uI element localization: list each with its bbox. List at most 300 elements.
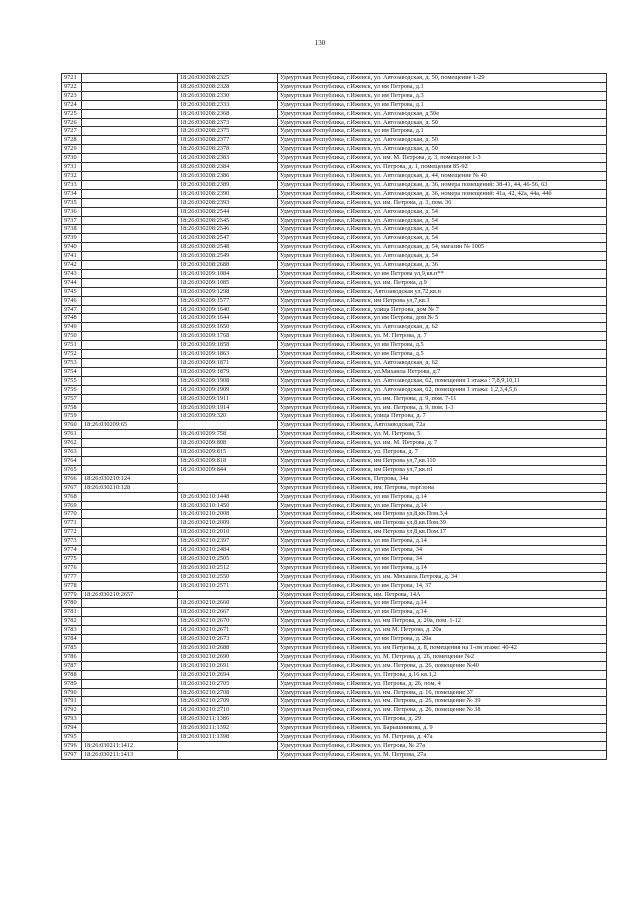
address-cell: Удмуртская Республика, г.Ижевск, ул. Автозаводская, д. 36, номера помещений: 38-41, 44, 46-56, 63 xyxy=(278,180,607,189)
building-cadastral-cell: 18:26:030210:2660 xyxy=(178,599,278,608)
row-number-cell: 9732 xyxy=(62,171,82,180)
table-row xyxy=(62,278,607,287)
table-row xyxy=(62,626,607,635)
address-cell: Удмуртская Республика, г.Ижевск, ул им Петрова, д.14 xyxy=(278,537,607,546)
row-number-cell: 9735 xyxy=(62,198,82,207)
land-cadastral-cell xyxy=(82,626,178,635)
row-number-cell: 9784 xyxy=(62,635,82,644)
table-row xyxy=(62,296,607,305)
row-number-cell: 9765 xyxy=(62,465,82,474)
table-row xyxy=(62,439,607,448)
land-cadastral-cell xyxy=(82,136,178,145)
address-cell: Удмуртская Республика, г.Ижевск, ул им Петрова, д.14 xyxy=(278,501,607,510)
building-cadastral-cell: 18:26:030209:1298 xyxy=(178,287,278,296)
table-row xyxy=(62,154,607,163)
table-row xyxy=(62,100,607,109)
building-cadastral-cell: 18:26:030209:1871 xyxy=(178,359,278,368)
address-cell: Удмуртская Республика, г.Ижевск, ул. Петрова, д. 29 xyxy=(278,715,607,724)
address-cell: Удмуртская Республика, г.Ижевск, Автозаводская, 72а xyxy=(278,421,607,430)
table-row xyxy=(62,750,607,759)
row-number-cell: 9787 xyxy=(62,661,82,670)
land-cadastral-cell xyxy=(82,617,178,626)
row-number-cell: 9788 xyxy=(62,670,82,679)
building-cadastral-cell: 18:26:030210:1448 xyxy=(178,492,278,501)
building-cadastral-cell: 18:26:030209:1908 xyxy=(178,376,278,385)
building-cadastral-cell: 18:26:030210:2009 xyxy=(178,519,278,528)
building-cadastral-cell: 18:26:030210:2694 xyxy=(178,670,278,679)
building-cadastral-cell: 18:26:030208:2549 xyxy=(178,252,278,261)
building-cadastral-cell: 18:26:030209:320 xyxy=(178,412,278,421)
building-cadastral-cell: 18:26:030208:2377 xyxy=(178,136,278,145)
address-cell: Удмуртская Республика, г.Ижевск, ул им Петрова, 34 xyxy=(278,554,607,563)
row-number-cell: 9736 xyxy=(62,207,82,216)
table-row xyxy=(62,367,607,376)
building-cadastral-cell: 18:26:030210:2688 xyxy=(178,644,278,653)
building-cadastral-cell: 18:26:030208:2328 xyxy=(178,82,278,91)
land-cadastral-cell xyxy=(82,661,178,670)
table-row xyxy=(62,216,607,225)
row-number-cell: 9770 xyxy=(62,510,82,519)
row-number-cell: 9733 xyxy=(62,180,82,189)
table-row xyxy=(62,519,607,528)
row-number-cell: 9782 xyxy=(62,617,82,626)
address-cell: Удмуртская Республика, г.Ижевск, ул. М. Петрова, д. 26, помещение №2 xyxy=(278,652,607,661)
building-cadastral-cell: 18:26:030209:1085 xyxy=(178,278,278,287)
table-row xyxy=(62,234,607,243)
address-cell: Удмуртская Республика, г.Ижевск, ул. Петрова, д. 1, помещения 85-92 xyxy=(278,163,607,172)
address-cell: Удмуртская Республика, г.Ижевск, им. Петрова, торг.зона xyxy=(278,483,607,492)
row-number-cell: 9740 xyxy=(62,243,82,252)
row-number-cell: 9779 xyxy=(62,590,82,599)
table-row xyxy=(62,314,607,323)
row-number-cell: 9756 xyxy=(62,385,82,394)
row-number-cell: 9772 xyxy=(62,528,82,537)
building-cadastral-cell: 18:26:030211:1398 xyxy=(178,733,278,742)
land-cadastral-cell xyxy=(82,91,178,100)
row-number-cell: 9785 xyxy=(62,644,82,653)
table-row xyxy=(62,733,607,742)
address-cell: Удмуртская Республика, г.Ижевск, им Петрова ул,8,кв.Пом.39 xyxy=(278,519,607,528)
row-number-cell: 9773 xyxy=(62,537,82,546)
row-number-cell: 9726 xyxy=(62,118,82,127)
table-row xyxy=(62,127,607,136)
row-number-cell: 9792 xyxy=(62,706,82,715)
address-cell: Удмуртская Республика, г.Ижевск, ул им Петрова, д.14 xyxy=(278,608,607,617)
address-cell: Удмуртская Республика, г.Ижевск, ул. Автозаводская, д. 50 xyxy=(278,136,607,145)
table-row xyxy=(62,225,607,234)
table-row xyxy=(62,697,607,706)
land-cadastral-cell xyxy=(82,394,178,403)
building-cadastral-cell: 18:26:030209:1909 xyxy=(178,385,278,394)
address-cell: Удмуртская Республика, г.Ижевск, им Петрова ул,7,кв.110 xyxy=(278,456,607,465)
table-row xyxy=(62,74,607,83)
address-cell: Удмуртская Республика, г.Ижевск, ул. М. Петрова, 27а xyxy=(278,750,607,759)
land-cadastral-cell: 18:26:030210:128 xyxy=(82,483,178,492)
building-cadastral-cell: 18:26:030209:1577 xyxy=(178,296,278,305)
land-cadastral-cell xyxy=(82,715,178,724)
table-row xyxy=(62,421,607,430)
building-cadastral-cell: 18:26:030211:1392 xyxy=(178,724,278,733)
land-cadastral-cell xyxy=(82,261,178,270)
row-number-cell: 9764 xyxy=(62,456,82,465)
address-cell: Удмуртская Республика, г.Ижевск, ул им Петрова, 14, 37 xyxy=(278,581,607,590)
address-cell: Удмуртская Республика, г.Ижевск, ул им Петрова ул,9,кв.п** xyxy=(278,269,607,278)
row-number-cell: 9721 xyxy=(62,74,82,83)
land-cadastral-cell xyxy=(82,189,178,198)
address-cell: Удмуртская Республика, г.Ижевск, Автозаводская ул,72,кв.п xyxy=(278,287,607,296)
address-cell: Удмуртская Республика, г.Ижевск, ул. Петрова, д.16 кв.1,2 xyxy=(278,670,607,679)
table-row xyxy=(62,323,607,332)
registry-table-body xyxy=(62,74,607,760)
land-cadastral-cell xyxy=(82,225,178,234)
building-cadastral-cell: 18:26:030209:1644 xyxy=(178,314,278,323)
address-cell: Удмуртская Республика, г.Ижевск, ул им Петрова, д. 20а xyxy=(278,635,607,644)
row-number-cell: 9743 xyxy=(62,269,82,278)
table-row xyxy=(62,91,607,100)
row-number-cell: 9760 xyxy=(62,421,82,430)
table-row xyxy=(62,412,607,421)
address-cell: Удмуртская Республика, г.Ижевск, улица Петрова, д. 7 xyxy=(278,412,607,421)
row-number-cell: 9757 xyxy=(62,394,82,403)
land-cadastral-cell xyxy=(82,252,178,261)
row-number-cell: 9742 xyxy=(62,261,82,270)
row-number-cell: 9786 xyxy=(62,652,82,661)
table-row xyxy=(62,332,607,341)
land-cadastral-cell: 18:26:030209:65 xyxy=(82,421,178,430)
row-number-cell: 9761 xyxy=(62,430,82,439)
building-cadastral-cell: 18:26:030210:2010 xyxy=(178,528,278,537)
building-cadastral-cell: 18:26:030208:2547 xyxy=(178,234,278,243)
address-cell: Удмуртская Республика, г.Ижевск, ул. Автозаводская, 62, помещения 1 этажа : 7,8,9,10,11 xyxy=(278,376,607,385)
land-cadastral-cell xyxy=(82,724,178,733)
table-row xyxy=(62,198,607,207)
building-cadastral-cell: 18:26:030208:2383 xyxy=(178,154,278,163)
address-cell: Удмуртская Республика, г.Ижевск, ул. Автозаводская, д. 44, помещение № 40 xyxy=(278,171,607,180)
address-cell: Удмуртская Республика, г.Ижевск, ул. Автозаводская, д. 54 xyxy=(278,225,607,234)
row-number-cell: 9789 xyxy=(62,679,82,688)
land-cadastral-cell xyxy=(82,403,178,412)
table-row xyxy=(62,243,607,252)
row-number-cell: 9793 xyxy=(62,715,82,724)
address-cell: Удмуртская Республика, г.Ижевск, ул. Автозаводская, д. 54, магазин № 1005 xyxy=(278,243,607,252)
land-cadastral-cell xyxy=(82,341,178,350)
land-cadastral-cell xyxy=(82,510,178,519)
building-cadastral-cell xyxy=(178,590,278,599)
address-cell: Удмуртская Республика, г.Ижевск, ул. им. М. Петрова, д. 3, помещения 1-3 xyxy=(278,154,607,163)
table-row xyxy=(62,376,607,385)
address-cell: Удмуртская Республика, г.Ижевск, ул. им. Петрова, д. 26, помещение №40 xyxy=(278,661,607,670)
building-cadastral-cell: 18:26:030209:1863 xyxy=(178,350,278,359)
row-number-cell: 9763 xyxy=(62,448,82,457)
table-row xyxy=(62,269,607,278)
land-cadastral-cell xyxy=(82,652,178,661)
address-cell: Удмуртская Республика, г.Ижевск, ул. им Петрова, д. 20а, пом. 1-12 xyxy=(278,617,607,626)
address-cell: Удмуртская Республика, г.Ижевск, ул. им. Михаила Петрова, д. 34 xyxy=(278,572,607,581)
address-cell: Удмуртская Республика, г.Ижевск, ул. им. Петрова, д.9 xyxy=(278,278,607,287)
row-number-cell: 9795 xyxy=(62,733,82,742)
building-cadastral-cell: 18:26:030210:2008 xyxy=(178,510,278,519)
address-cell: Удмуртская Республика, г.Ижевск, ул. Автозаводская, д. 50 xyxy=(278,145,607,154)
address-cell: Удмуртская Республика, г.Ижевск, Петрова, 34а xyxy=(278,474,607,483)
building-cadastral-cell xyxy=(178,474,278,483)
row-number-cell: 9729 xyxy=(62,145,82,154)
row-number-cell: 9751 xyxy=(62,341,82,350)
land-cadastral-cell xyxy=(82,412,178,421)
table-row xyxy=(62,528,607,537)
land-cadastral-cell xyxy=(82,207,178,216)
land-cadastral-cell xyxy=(82,287,178,296)
table-row xyxy=(62,724,607,733)
row-number-cell: 9739 xyxy=(62,234,82,243)
building-cadastral-cell: 18:26:030208:2368 xyxy=(178,109,278,118)
table-row xyxy=(62,510,607,519)
row-number-cell: 9730 xyxy=(62,154,82,163)
row-number-cell: 9723 xyxy=(62,91,82,100)
table-row xyxy=(62,501,607,510)
land-cadastral-cell xyxy=(82,109,178,118)
table-row xyxy=(62,688,607,697)
land-cadastral-cell xyxy=(82,127,178,136)
row-number-cell: 9790 xyxy=(62,688,82,697)
land-cadastral-cell xyxy=(82,519,178,528)
address-cell: Удмуртская Республика, г.Ижевск, ул. Автозаводская, д. 54 xyxy=(278,234,607,243)
address-cell: Удмуртская Республика, г.Ижевск, ул им Петрова, д.1 xyxy=(278,82,607,91)
address-cell: Удмуртская Республика, г.Ижевск, им Петрова ул,7,кв.п1 xyxy=(278,465,607,474)
address-cell: Удмуртская Республика, г.Ижевск, ул.Михаила Петрова, д.7 xyxy=(278,367,607,376)
address-cell: Удмуртская Республика, г.Ижевск, ул им Петрова, д.1 xyxy=(278,100,607,109)
table-row xyxy=(62,608,607,617)
address-cell: Удмуртская Республика, г.Ижевск, ул. М. Петрова, д. 47а xyxy=(278,733,607,742)
land-cadastral-cell xyxy=(82,465,178,474)
row-number-cell: 9767 xyxy=(62,483,82,492)
row-number-cell: 9775 xyxy=(62,554,82,563)
building-cadastral-cell: 18:26:030208:2390 xyxy=(178,189,278,198)
building-cadastral-cell: 18:26:030210:2397 xyxy=(178,537,278,546)
table-row xyxy=(62,252,607,261)
building-cadastral-cell xyxy=(178,483,278,492)
land-cadastral-cell xyxy=(82,670,178,679)
building-cadastral-cell: 18:26:030210:2670 xyxy=(178,617,278,626)
row-number-cell: 9768 xyxy=(62,492,82,501)
building-cadastral-cell: 18:26:030208:2333 xyxy=(178,100,278,109)
address-cell: Удмуртская Республика, г.Ижевск, ул. им. Петрова, д. 26, помещение № 39 xyxy=(278,697,607,706)
row-number-cell: 9722 xyxy=(62,82,82,91)
land-cadastral-cell xyxy=(82,145,178,154)
address-cell: Удмуртская Республика, г.Ижевск, ул им Петрова, д.3 xyxy=(278,91,607,100)
land-cadastral-cell xyxy=(82,323,178,332)
table-row xyxy=(62,563,607,572)
land-cadastral-cell xyxy=(82,492,178,501)
table-row xyxy=(62,456,607,465)
address-cell: Удмуртская Республика, г.Ижевск, им Петрова ул,7,кв.1 xyxy=(278,296,607,305)
address-cell: Удмуртская Республика, г.Ижевск, ул. Автозаводская, д. 36, номера помещений: 41а, 42, 42а, 44а, 44б xyxy=(278,189,607,198)
land-cadastral-cell xyxy=(82,74,178,83)
building-cadastral-cell: 18:26:030209:758 xyxy=(178,430,278,439)
land-cadastral-cell xyxy=(82,163,178,172)
table-row xyxy=(62,572,607,581)
land-cadastral-cell xyxy=(82,439,178,448)
row-number-cell: 9774 xyxy=(62,546,82,555)
row-number-cell: 9745 xyxy=(62,287,82,296)
land-cadastral-cell xyxy=(82,554,178,563)
row-number-cell: 9781 xyxy=(62,608,82,617)
land-cadastral-cell xyxy=(82,216,178,225)
building-cadastral-cell: 18:26:030208:2545 xyxy=(178,216,278,225)
address-cell: Удмуртская Республика, г.Ижевск, ул им Петрова, д.14 xyxy=(278,599,607,608)
building-cadastral-cell: 18:26:030210:2710 xyxy=(178,706,278,715)
address-cell: Удмуртская Республика, г.Ижевск, им Петрова ул,8,кв.Пом.17 xyxy=(278,528,607,537)
address-cell: Удмуртская Республика, г.Ижевск, ул. Автозаводская, д. 54 xyxy=(278,252,607,261)
row-number-cell: 9755 xyxy=(62,376,82,385)
table-row xyxy=(62,492,607,501)
row-number-cell: 9752 xyxy=(62,350,82,359)
land-cadastral-cell: 18:26:030211:1412 xyxy=(82,741,178,750)
building-cadastral-cell: 18:26:030210:2571 xyxy=(178,581,278,590)
building-cadastral-cell: 18:26:030209:844 xyxy=(178,465,278,474)
row-number-cell: 9797 xyxy=(62,750,82,759)
table-row xyxy=(62,448,607,457)
land-cadastral-cell xyxy=(82,733,178,742)
building-cadastral-cell: 18:26:030209:815 xyxy=(178,448,278,457)
address-cell: Удмуртская Республика, г.Ижевск, ул. Автозаводская, 62, помещения 1 этажа: 1,2,3,4,5,6 xyxy=(278,385,607,394)
address-cell: Удмуртская Республика, г.Ижевск, ул. им Петрова, д. 8, помещения на 1-ом этаже: 40-42 xyxy=(278,644,607,653)
table-row xyxy=(62,341,607,350)
land-cadastral-cell xyxy=(82,608,178,617)
land-cadastral-cell xyxy=(82,305,178,314)
building-cadastral-cell: 18:26:030209:1640 xyxy=(178,305,278,314)
address-cell: Удмуртская Республика, г.Ижевск, ул. Автозаводская, д 50е xyxy=(278,109,607,118)
row-number-cell: 9776 xyxy=(62,563,82,572)
table-row xyxy=(62,715,607,724)
registry-table xyxy=(61,73,607,760)
land-cadastral-cell xyxy=(82,350,178,359)
table-row xyxy=(62,617,607,626)
building-cadastral-cell: 18:26:030209:1084 xyxy=(178,269,278,278)
building-cadastral-cell: 18:26:030210:2673 xyxy=(178,635,278,644)
address-cell: Удмуртская Республика, г.Ижевск, улица Петрова, дом № 7 xyxy=(278,305,607,314)
building-cadastral-cell: 18:26:030208:2548 xyxy=(178,243,278,252)
table-row xyxy=(62,350,607,359)
land-cadastral-cell xyxy=(82,234,178,243)
land-cadastral-cell xyxy=(82,679,178,688)
land-cadastral-cell xyxy=(82,359,178,368)
row-number-cell: 9791 xyxy=(62,697,82,706)
table-row xyxy=(62,305,607,314)
row-number-cell: 9759 xyxy=(62,412,82,421)
address-cell: Удмуртская Республика, г.Ижевск, ул. им. Петрова, д. 9, пом. 7-11 xyxy=(278,394,607,403)
table-row xyxy=(62,741,607,750)
building-cadastral-cell: 18:26:030211:1386 xyxy=(178,715,278,724)
row-number-cell: 9747 xyxy=(62,305,82,314)
table-row xyxy=(62,163,607,172)
land-cadastral-cell xyxy=(82,243,178,252)
land-cadastral-cell xyxy=(82,635,178,644)
table-row xyxy=(62,670,607,679)
table-row xyxy=(62,171,607,180)
building-cadastral-cell: 18:26:030210:2690 xyxy=(178,652,278,661)
table-row xyxy=(62,207,607,216)
row-number-cell: 9758 xyxy=(62,403,82,412)
building-cadastral-cell: 18:26:030208:2389 xyxy=(178,180,278,189)
table-row xyxy=(62,679,607,688)
land-cadastral-cell xyxy=(82,644,178,653)
row-number-cell: 9778 xyxy=(62,581,82,590)
land-cadastral-cell xyxy=(82,332,178,341)
table-row xyxy=(62,590,607,599)
row-number-cell: 9777 xyxy=(62,572,82,581)
land-cadastral-cell xyxy=(82,269,178,278)
row-number-cell: 9771 xyxy=(62,519,82,528)
building-cadastral-cell: 18:26:030210:2505 xyxy=(178,554,278,563)
address-cell: Удмуртская Республика, г.Ижевск, им Петрова ул,8,кв.Пом.3,4 xyxy=(278,510,607,519)
row-number-cell: 9737 xyxy=(62,216,82,225)
land-cadastral-cell xyxy=(82,367,178,376)
land-cadastral-cell xyxy=(82,154,178,163)
building-cadastral-cell: 18:26:030209:1650 xyxy=(178,323,278,332)
row-number-cell: 9750 xyxy=(62,332,82,341)
building-cadastral-cell: 18:26:030208:2386 xyxy=(178,171,278,180)
table-row xyxy=(62,554,607,563)
table-row xyxy=(62,145,607,154)
address-cell: Удмуртская Республика, г.Ижевск, им. Петрова, 14А xyxy=(278,590,607,599)
address-cell: Удмуртская Республика, г.Ижевск, ул. М. Петрова, д. 7 xyxy=(278,332,607,341)
row-number-cell: 9731 xyxy=(62,163,82,172)
address-cell: Удмуртская Республика, г.Ижевск, ул им Петрова, д.14 xyxy=(278,563,607,572)
address-cell: Удмуртская Республика, г.Ижевск, ул. Петрова, № 27а xyxy=(278,741,607,750)
address-cell: Удмуртская Республика, г.Ижевск, ул. Автозаводская, д. 50 xyxy=(278,118,607,127)
building-cadastral-cell xyxy=(178,750,278,759)
building-cadastral-cell: 18:26:030210:2691 xyxy=(178,661,278,670)
row-number-cell: 9746 xyxy=(62,296,82,305)
table-row xyxy=(62,644,607,653)
address-cell: Удмуртская Республика, г.Ижевск, ул им Петрова, 34 xyxy=(278,546,607,555)
building-cadastral-cell: 18:26:030208:2375 xyxy=(178,127,278,136)
land-cadastral-cell xyxy=(82,100,178,109)
building-cadastral-cell: 18:26:030209:1911 xyxy=(178,394,278,403)
table-row xyxy=(62,537,607,546)
table-row xyxy=(62,581,607,590)
land-cadastral-cell xyxy=(82,296,178,305)
land-cadastral-cell xyxy=(82,599,178,608)
address-cell: Удмуртская Республика, г.Ижевск, ул. Петрова, д. 26, пом. 4 xyxy=(278,679,607,688)
building-cadastral-cell: 18:26:030209:818 xyxy=(178,456,278,465)
table-row xyxy=(62,546,607,555)
row-number-cell: 9769 xyxy=(62,501,82,510)
row-number-cell: 9734 xyxy=(62,189,82,198)
table-row xyxy=(62,706,607,715)
building-cadastral-cell: 18:26:030208:2378 xyxy=(178,145,278,154)
address-cell: Удмуртская Республика, г.Ижевск, ул им Петрова, д.5 xyxy=(278,341,607,350)
building-cadastral-cell: 18:26:030210:2671 xyxy=(178,626,278,635)
table-row xyxy=(62,599,607,608)
address-cell: Удмуртская Республика, г.Ижевск, ул. Автозаводская, д. 62 xyxy=(278,323,607,332)
building-cadastral-cell: 18:26:030209:1914 xyxy=(178,403,278,412)
row-number-cell: 9794 xyxy=(62,724,82,733)
address-cell: Удмуртская Республика, г.Ижевск, ул. Петрова, д. 7 xyxy=(278,448,607,457)
land-cadastral-cell: 18:26:030211:1413 xyxy=(82,750,178,759)
row-number-cell: 9728 xyxy=(62,136,82,145)
land-cadastral-cell xyxy=(82,456,178,465)
row-number-cell: 9727 xyxy=(62,127,82,136)
table-row xyxy=(62,385,607,394)
land-cadastral-cell xyxy=(82,430,178,439)
land-cadastral-cell xyxy=(82,278,178,287)
building-cadastral-cell: 18:26:030210:2705 xyxy=(178,679,278,688)
land-cadastral-cell xyxy=(82,563,178,572)
building-cadastral-cell: 18:26:030210:2667 xyxy=(178,608,278,617)
land-cadastral-cell xyxy=(82,448,178,457)
address-cell: Удмуртская Республика, г.Ижевск, ул. Барышникова, д. 9 xyxy=(278,724,607,733)
